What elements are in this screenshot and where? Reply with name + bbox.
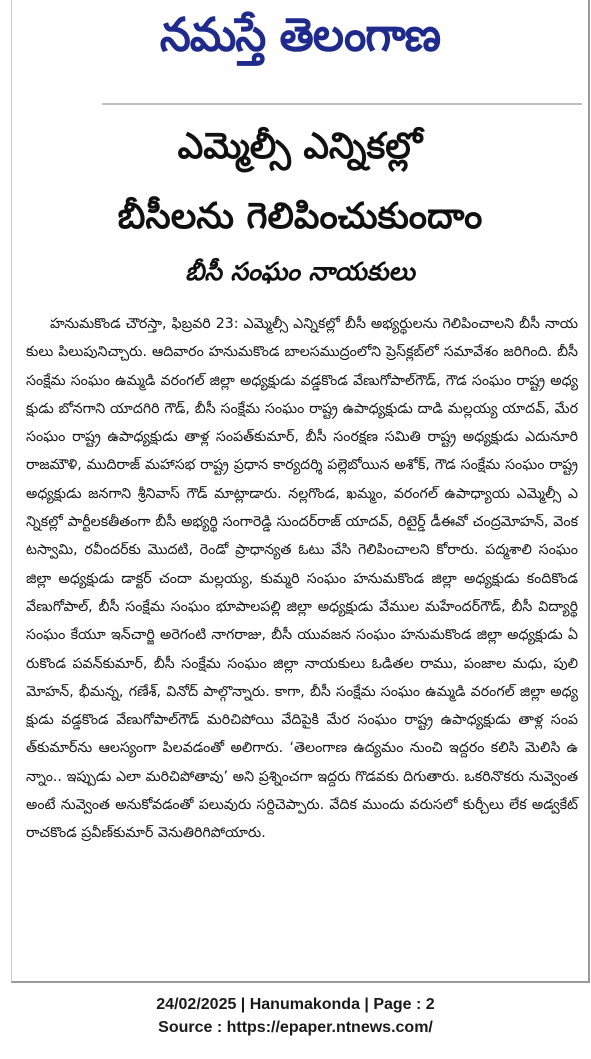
news-clipping [11, 0, 590, 983]
dateline: 24/02/2025 | Hanumakonda | Page : 2 [156, 996, 435, 1013]
headline-line-2: బీసీలను గెలిపించుకుందాం [117, 196, 483, 237]
newspaper-masthead: నమస్తే తెలంగాణ [159, 8, 441, 63]
masthead-divider [102, 103, 582, 105]
headline-line-1: ఎమ్మెల్సీ ఎన్నికల్లో [177, 126, 423, 167]
subheadline: బీసీ సంఘం నాయకులు [185, 257, 415, 286]
source-link[interactable]: Source : https://epaper.ntnews.com/ [158, 1019, 433, 1036]
article-body: హనుమకొండ చౌరస్తా, ఫిబ్రవరి 23: ఎమ్మెల్సీ ఎన్నికల్లో బీసీ అభ్యర్థులను గెలిపించాలని బీసీ నాయకులు పిలుపునిచ్చారు. ఆదివారం హనుమకొండ బాలసముద్రంలోని ప్రెస్‌క్లబ్‌లో సమావేశం జరిగింది. బీసీ సంక్షేమ సంఘం ఉమ్మడి వరంగల్ జిల్లా అధ్యక్షుడు వడ్డకొండ వేణుగోపాల్‌గౌడ్, గౌడ సంఘం రాష్ట్ర అధ్యక్షుడు బోనగాని యాదగిరి గౌడ్, బీసీ సంక్షేమ సంఘం రాష్ట్ర ఉపాధ్యక్షుడు దాడి మల్లయ్య యాదవ్, మేర సంఘం రాష్ట్ర ఉపాధ్యక్షుడు తాళ్ల సంపత్‌కుమార్, బీసీ సంరక్షణ సమితి రాష్ట్ర అధ్యక్షుడు ఎదునూరి రాజమౌళి, ముదిరాజ్ మహాసభ రాష్ట్ర ప్రధాన కార్యదర్శి పల్లెబోయిన అశోక్, గౌడ సంక్షేమ సంఘం రాష్ట్ర అధ్యక్షుడు జనగాని శ్రీనివాస్ గౌడ్ మాట్లాడారు. నల్లగొండ, ఖమ్మం, వరంగల్ ఉపాధ్యాయ ఎమ్మెల్సీ ఎన్నికల్లో పార్టీలకతీతంగా బీసీ అభ్యర్థి సంగారెడ్డి సుందర్‌రాజ్ యాదవ్, రిటైర్డ్ డీఈవో చంద్రమోహన్, వెంకటస్వామి, రవీందర్‌కు మొదటి, రెండో ప్రాధాన్యత ఓటు వేసి గెలిపించాలని కోరారు. పద్మశాలి సంఘం జిల్లా అధ్యక్షుడు డాక్టర్ చందా మల్లయ్య, కుమ్మరి సంఘం హనుమకొండ జిల్లా అధ్యక్షుడు కందికొండ వేణుగోపాల్, బీసీ సంక్షేమ సంఘం భూపాలపల్లి జిల్లా అధ్యక్షుడు వేముల మహేందర్‌గౌడ్, బీసీ విద్యార్థి సంఘం కేయూ ఇన్‌చార్జి అరెగంటి నాగరాజు, బీసీ యువజన సంఘం హనుమకొండ జిల్లా అధ్యక్షుడు ఏరుకొండ పవన్‌కుమార్, బీసీ సంక్షేమ సంఘం జిల్లా నాయకులు ఓడితల రాము, పంజాల మధు, పులి మోహన్, భీమన్న, గణేశ్, వినోద్ పాల్గొన్నారు. కాగా, బీసీ సంక్షేమ సంఘం ఉమ్మడి వరంగల్ జిల్లా అధ్యక్షుడు వడ్డకొండ వేణుగోపాల్‌గౌడ్ మరిచిపోయి వేదిపైకి మేర సంఘం రాష్ట్ర ఉపాధ్యక్షుడు తాళ్ల సంపత్‌కుమార్‌ను ఆలస్యంగా పిలవడంతో అలిగారు. ‘తెలంగాణ ఉద్యమం నుంచి ఇద్దరం కలిసి మెలిసి ఉన్నాం.. ఇప్పుడు ఎలా మరిచిపోతావు’ అని ప్రశ్నించగా ఇద్దరు గొడవకు దిగుతారు. ఒకరినొకరు నువ్వెంత అంటే నువ్వెంత అనుకోవడంతో పలువురు సర్దిచెప్పారు. వేదిక ముందు వరుసలో కుర్చీలు లేక అడ్వకేట్ రాచకొండ ప్రవీణ్‌కుమార్ వెనుతిరిగిపోయారు. [26, 316, 579, 842]
